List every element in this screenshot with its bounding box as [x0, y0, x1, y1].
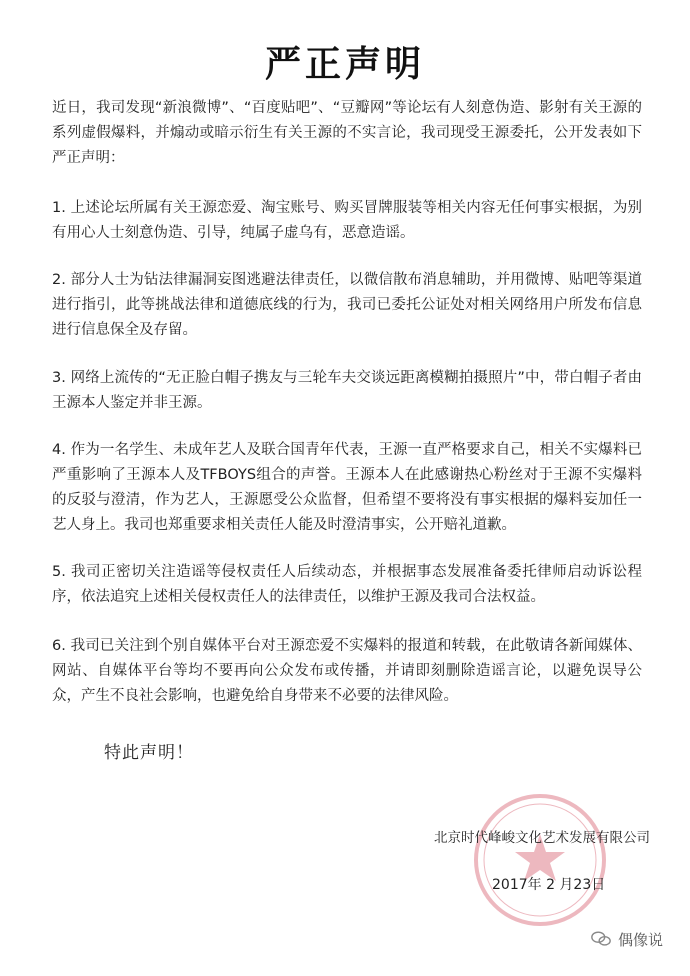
point-1: 1. 上述论坛所属有关王源恋爱、淘宝账号、购买冒牌服装等相关内容无任何事实根据，为别有用心人士刻意伪造、引导，纯属子虚乌有，恶意造谣。 — [52, 200, 642, 241]
intro-paragraph: 近日，我司发现“新浪微博”、“百度贴吧”、“豆瓣网”等论坛有人刻意伪造、影射有关王源的系列虚假爆料，并煽动或暗示衍生有关王源的不实言论，我司现受王源委托，公开发表如下严正声明： — [52, 100, 642, 166]
statement-date: 2017年 2 月23日 — [492, 877, 606, 893]
point-6: 6. 我司已关注到个别自媒体平台对王源恋爱不实爆料的报道和转载，在此敬请各新闻媒体、网站、自媒体平台等均不要再向公众发布或传播，并请即刻删除造谣言论，以避免误导公众，产生不良社会影响，也避免给自身带来不必要的法律风险。 — [52, 638, 642, 704]
point-5: 5. 我司正密切关注造谣等侵权责任人后续动态，并根据事态发展准备委托律师启动诉讼程序，依法追究上述相关侵权责任人的法律责任，以维护王源及我司合法权益。 — [52, 564, 642, 605]
page-title: 严正声明 — [264, 44, 425, 85]
watermark-text: 偶像说 — [618, 930, 664, 949]
point-2: 2. 部分人士为钻法律漏洞妄图逃避法律责任，以微信散布消息辅助，并用微博、贴吧等渠道进行指引，此等挑战法律和道德底线的行为，我司已委托公证处对相关网络用户所发布信息进行信息保全及存留。 — [52, 272, 642, 338]
watermark — [590, 928, 663, 950]
point-3: 3. 网络上流传的“无正脸白帽子携友与三轮车夫交谈远距离模糊拍摄照片”中，带白帽子者由王源本人鉴定并非王源。 — [52, 370, 642, 411]
closing-statement: 特此声明！ — [104, 743, 194, 763]
chat-bubble-icon — [590, 928, 612, 950]
point-4: 4. 作为一名学生、未成年艺人及联合国青年代表，王源一直严格要求自己，相关不实爆料已严重影响了王源本人及TFBOYS组合的声誉。王源本人在此感谢热心粉丝对于王源不实爆料的反驳与澄清，作为艺人，王源愿受公众监督，但希望不要将没有事实根据的爆料妄加任一艺人身上。我司也郑重要求相关责任人能及时澄清事实，公开赔礼道歉。 — [52, 442, 642, 533]
company-seal-stamp — [470, 790, 610, 930]
company-name: 北京时代峰峻文化艺术发展有限公司 — [434, 830, 650, 846]
